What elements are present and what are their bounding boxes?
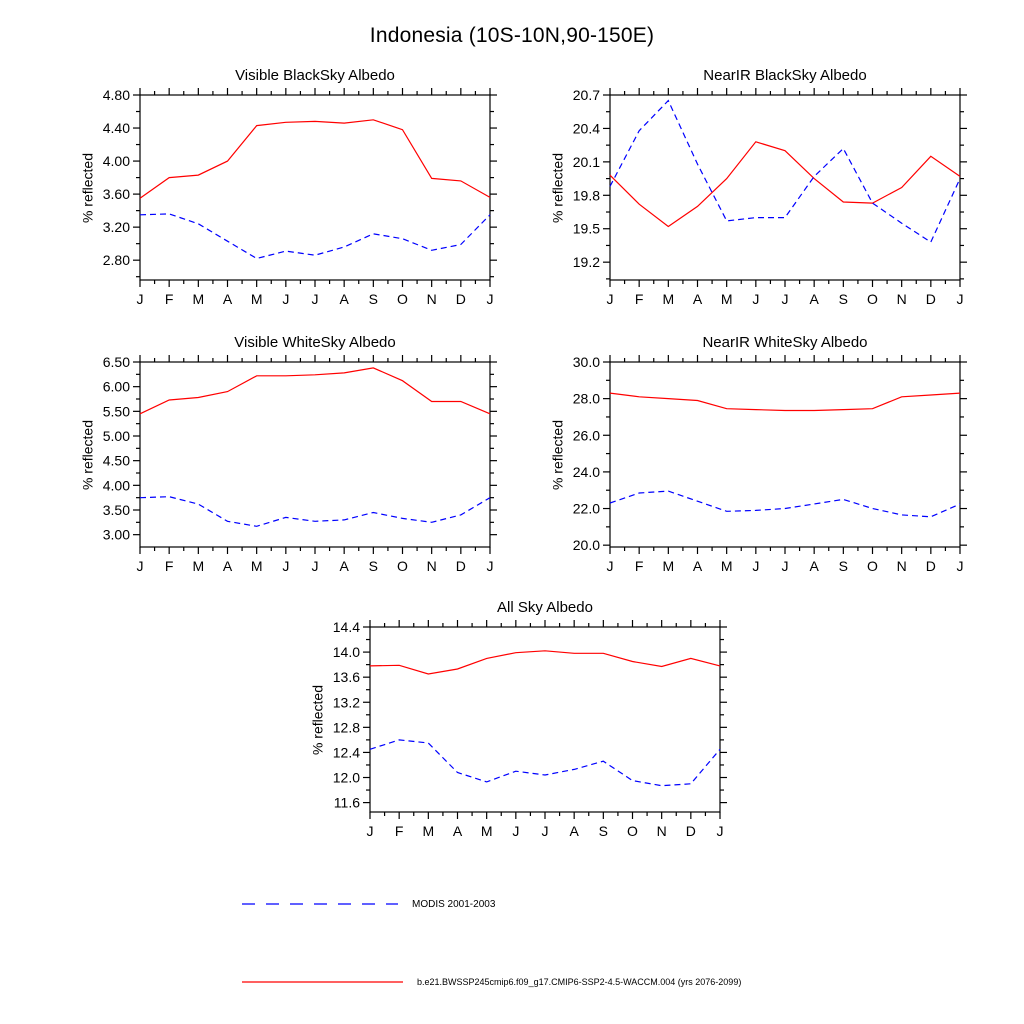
- panel-all-sky-albedo: [295, 592, 732, 842]
- svg-text:J: J: [136, 291, 144, 307]
- svg-text:20.1: 20.1: [572, 153, 600, 170]
- svg-text:14.0: 14.0: [332, 644, 360, 661]
- svg-text:D: D: [685, 823, 696, 839]
- svg-text:D: D: [455, 558, 466, 574]
- legend-dashed-line-sample: [240, 898, 400, 910]
- svg-text:3.50: 3.50: [102, 502, 130, 518]
- y-axis-label: % reflected: [309, 684, 326, 756]
- svg-text:M: M: [662, 558, 675, 574]
- svg-text:M: M: [250, 291, 263, 307]
- svg-text:N: N: [656, 823, 667, 839]
- svg-text:6.00: 6.00: [102, 378, 130, 395]
- svg-text:12.8: 12.8: [332, 719, 360, 736]
- svg-text:4.50: 4.50: [102, 452, 130, 469]
- legend-label-model: b.e21.BWSSP245cmip6.f09_g17.CMIP6-SSP2-4.5-WACCM.004 (yrs 2076-2099): [417, 977, 742, 987]
- svg-text:24.0: 24.0: [572, 463, 600, 480]
- svg-text:N: N: [426, 558, 437, 574]
- svg-text:J: J: [752, 558, 760, 574]
- svg-text:N: N: [896, 558, 907, 574]
- svg-text:N: N: [426, 291, 437, 307]
- svg-text:D: D: [925, 558, 936, 574]
- plot-area: [65, 60, 502, 310]
- svg-text:S: S: [598, 823, 609, 839]
- svg-text:13.6: 13.6: [332, 669, 360, 686]
- svg-text:6.50: 6.50: [102, 354, 130, 370]
- svg-text:26.0: 26.0: [572, 427, 600, 444]
- svg-text:S: S: [838, 558, 849, 574]
- svg-text:12.4: 12.4: [332, 744, 360, 761]
- svg-text:S: S: [368, 558, 379, 574]
- svg-text:D: D: [455, 291, 466, 307]
- svg-text:A: A: [452, 823, 463, 839]
- y-axis-label: % reflected: [549, 152, 566, 224]
- chart-title: NearIR WhiteSky Albedo: [702, 334, 868, 351]
- svg-text:J: J: [512, 823, 520, 839]
- svg-text:30.0: 30.0: [572, 354, 600, 370]
- svg-text:O: O: [397, 291, 408, 307]
- svg-text:J: J: [716, 823, 724, 839]
- svg-text:O: O: [397, 558, 408, 574]
- figure-title: Indonesia (10S-10N,90-150E): [369, 24, 655, 47]
- svg-text:J: J: [956, 291, 964, 307]
- svg-text:O: O: [627, 823, 638, 839]
- plot-area: [65, 327, 502, 577]
- svg-text:3.60: 3.60: [102, 186, 130, 203]
- legend-solid-line-sample: [240, 976, 405, 988]
- svg-text:A: A: [569, 823, 579, 839]
- svg-text:A: A: [222, 558, 233, 574]
- svg-text:5.00: 5.00: [102, 428, 130, 444]
- svg-text:11.6: 11.6: [333, 794, 360, 811]
- svg-text:J: J: [606, 558, 614, 574]
- svg-text:13.2: 13.2: [332, 694, 360, 711]
- svg-text:D: D: [925, 291, 936, 307]
- svg-text:4.80: 4.80: [102, 87, 130, 103]
- svg-text:A: A: [339, 291, 349, 307]
- svg-text:M: M: [720, 558, 733, 574]
- svg-text:A: A: [809, 558, 819, 574]
- svg-text:J: J: [311, 558, 319, 574]
- svg-text:19.2: 19.2: [572, 254, 600, 271]
- svg-text:M: M: [480, 823, 493, 839]
- svg-text:5.50: 5.50: [102, 403, 130, 420]
- svg-text:F: F: [164, 558, 174, 574]
- svg-text:2.80: 2.80: [102, 252, 130, 269]
- svg-text:A: A: [692, 291, 703, 307]
- svg-text:A: A: [222, 291, 233, 307]
- svg-text:M: M: [662, 291, 675, 307]
- svg-text:4.40: 4.40: [102, 120, 130, 137]
- panel-visible-whitesky-albedo: [65, 327, 502, 577]
- legend-label-modis: MODIS 2001-2003: [412, 898, 496, 910]
- y-axis-label: % reflected: [79, 152, 96, 224]
- panel-nearir-whitesky-albedo: [535, 327, 972, 577]
- svg-text:19.8: 19.8: [572, 187, 600, 204]
- svg-text:J: J: [282, 291, 290, 307]
- svg-text:3.00: 3.00: [102, 526, 130, 543]
- svg-text:J: J: [486, 291, 494, 307]
- svg-text:J: J: [366, 823, 374, 839]
- svg-text:J: J: [781, 291, 789, 307]
- chart-title: Visible WhiteSky Albedo: [234, 334, 396, 351]
- svg-text:A: A: [809, 291, 819, 307]
- svg-text:12.0: 12.0: [332, 769, 360, 786]
- y-axis-label: % reflected: [79, 419, 96, 491]
- svg-text:20.7: 20.7: [572, 87, 600, 103]
- svg-text:4.00: 4.00: [102, 153, 130, 170]
- svg-text:20.4: 20.4: [572, 120, 600, 137]
- svg-text:A: A: [339, 558, 349, 574]
- svg-text:J: J: [136, 558, 144, 574]
- legend-entry-modis: [240, 898, 495, 910]
- svg-text:J: J: [781, 558, 789, 574]
- svg-text:M: M: [422, 823, 435, 839]
- legend-entry-model: [240, 976, 741, 988]
- svg-text:F: F: [634, 291, 644, 307]
- svg-text:28.0: 28.0: [572, 390, 600, 407]
- svg-text:S: S: [368, 291, 379, 307]
- plot-area: [535, 60, 972, 310]
- svg-text:20.0: 20.0: [572, 537, 600, 554]
- svg-text:J: J: [752, 291, 760, 307]
- svg-text:J: J: [486, 558, 494, 574]
- chart-title: All Sky Albedo: [497, 599, 593, 616]
- y-axis-label: % reflected: [549, 419, 566, 491]
- svg-text:A: A: [692, 558, 703, 574]
- svg-text:22.0: 22.0: [572, 500, 600, 517]
- panel-nearir-blacksky-albedo: [535, 60, 972, 310]
- svg-text:J: J: [282, 558, 290, 574]
- plot-area: [295, 592, 732, 842]
- svg-text:N: N: [896, 291, 907, 307]
- svg-text:M: M: [720, 291, 733, 307]
- svg-text:M: M: [192, 291, 205, 307]
- svg-text:3.20: 3.20: [102, 219, 130, 236]
- svg-text:14.4: 14.4: [332, 619, 360, 635]
- svg-text:4.00: 4.00: [102, 477, 130, 494]
- svg-text:M: M: [250, 558, 263, 574]
- svg-text:J: J: [541, 823, 549, 839]
- svg-text:J: J: [956, 558, 964, 574]
- svg-text:F: F: [394, 823, 404, 839]
- svg-text:F: F: [634, 558, 644, 574]
- chart-title: Visible BlackSky Albedo: [235, 67, 395, 84]
- svg-text:M: M: [192, 558, 205, 574]
- svg-text:O: O: [867, 291, 878, 307]
- panel-visible-blacksky-albedo: [65, 60, 502, 310]
- svg-text:S: S: [838, 291, 849, 307]
- plot-area: [535, 327, 972, 577]
- svg-text:J: J: [311, 291, 319, 307]
- svg-text:J: J: [606, 291, 614, 307]
- svg-text:F: F: [164, 291, 174, 307]
- svg-text:19.5: 19.5: [572, 220, 600, 237]
- chart-title: NearIR BlackSky Albedo: [703, 67, 867, 84]
- svg-text:O: O: [867, 558, 878, 574]
